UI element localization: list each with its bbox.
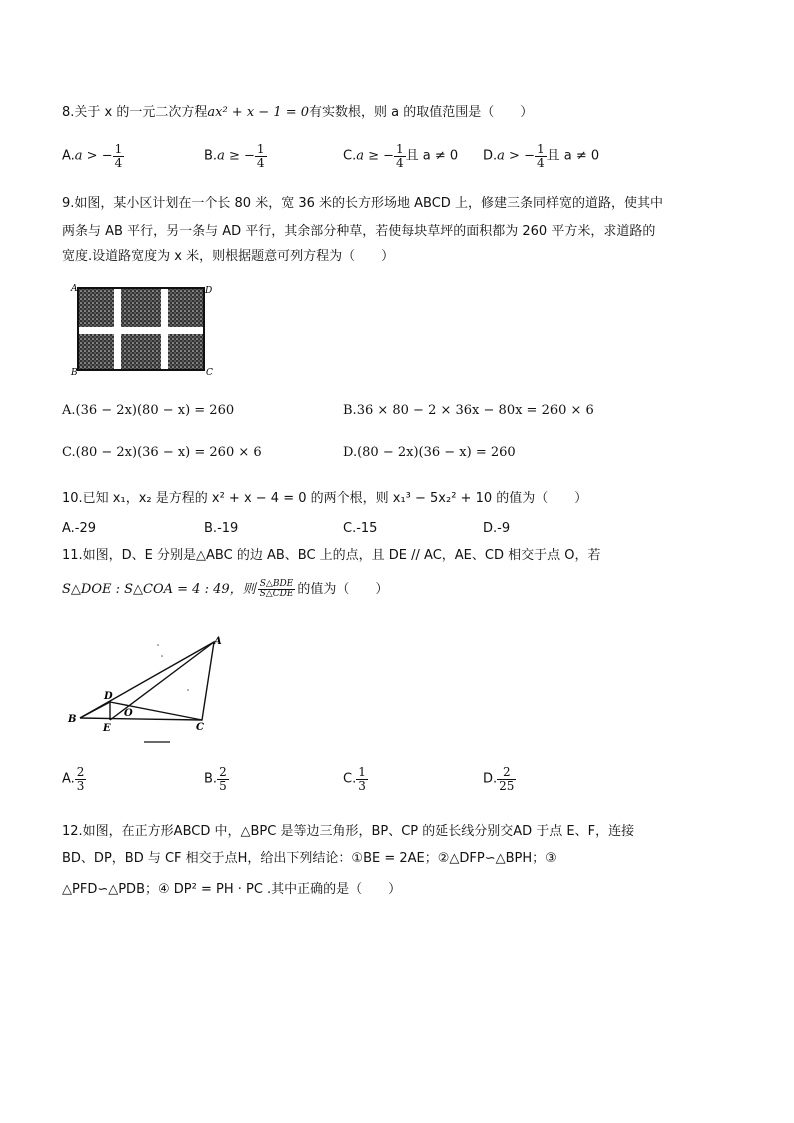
q9-line1: 9.如图，某小区计划在一个长 80 米，宽 36 米的长方形场地 ABCD 上，修建三条同样宽的道路，使其中 xyxy=(62,196,663,211)
q9-figure xyxy=(68,282,218,377)
q10-option-d: D.-9 xyxy=(483,521,511,536)
q9-label-a: A xyxy=(71,284,78,294)
q10-option-a: A.-29 xyxy=(62,521,97,536)
q11-line2-tail: 的值为（ ） xyxy=(297,582,389,597)
q11-ratio-num: S△BDE xyxy=(258,580,296,590)
q10-stem: 10.已知 x₁，x₂ 是方程的 x² + x − 4 = 0 的两个根，则 x₁³ − 5x₂² + 10 的值为（ ） xyxy=(62,491,588,506)
q12-line3: △PFD∽△PDB；④ DP² = PH · PC .其中正确的是（ ） xyxy=(62,882,402,897)
q9-option-c: C.(80 − 2x)(36 − x) = 260 × 6 xyxy=(62,445,262,460)
q11-label-b: B xyxy=(68,714,77,725)
q8-text-before: 关于 x 的一元二次方程 xyxy=(74,105,208,120)
q8-number: 8. xyxy=(62,105,75,120)
q11-label-d: D xyxy=(104,691,113,702)
q9-label-c: C xyxy=(206,368,213,377)
q9-label-d: D xyxy=(205,286,213,296)
q10-option-c: C.-15 xyxy=(343,521,378,536)
q8-option-b: B.a ≥ − $\frac{1}{4}$ xyxy=(204,142,265,170)
q9-option-b: B.36 × 80 − 2 × 36x − 80x = 260 × 6 xyxy=(343,403,594,418)
q11-line2 xyxy=(62,578,388,599)
q11-ratio-den: S△CDE xyxy=(259,589,294,599)
q8-equation: ax² + x − 1 = 0 xyxy=(207,105,310,120)
q11-label-a: A xyxy=(214,636,222,647)
q9-option-a: A.(36 − 2x)(80 − x) = 260 xyxy=(62,403,235,418)
q12-line2: BD、DP，BD 与 CF 相交于点H，给出下列结论：①BE = 2AE；②△DFP∽△BPH；③ xyxy=(62,851,557,866)
q11-line1: 11.如图，D、E 分别是△ABC 的边 AB、BC 上的点，且 DE // AC，AE、CD 相交于点 O，若 xyxy=(62,548,601,563)
q8-option-c: C.a ≥ − $\frac{1}{4}$ 且 a ≠ 0 xyxy=(343,142,459,170)
q8-option-a: A.a > − $\frac{1}{4}$ xyxy=(62,142,123,170)
q8-option-d: D.a > − $\frac{1}{4}$ 且 a ≠ 0 xyxy=(483,142,600,170)
q11-label-o: O xyxy=(124,708,133,719)
q11-option-a: A. $\frac{2}{3}$ xyxy=(62,765,85,793)
q9-line3: 宽度.设道路宽度为 x 米，则根据题意可列方程为（ ） xyxy=(62,249,395,264)
q12-line1: 12.如图，在正方形ABCD 中，△BPC 是等边三角形，BP、CP 的延长线分别交AD 于点 E、F，连接 xyxy=(62,824,635,839)
q9-label-b: B xyxy=(71,368,78,377)
q11-option-b: B. $\frac{2}{5}$ xyxy=(204,765,227,793)
q11-figure xyxy=(66,630,236,750)
q11-option-d: D. $\frac{2}{25}$ xyxy=(483,765,515,793)
q8-text-after: 有实数根，则 a 的取值范围是（ ） xyxy=(309,105,534,120)
q9-option-d: D.(80 − 2x)(36 − x) = 260 xyxy=(343,445,516,460)
q11-option-c: C. $\frac{1}{3}$ xyxy=(343,765,366,793)
q11-label-e: E xyxy=(103,723,111,734)
q11-label-c: C xyxy=(196,722,204,733)
q11-area-ratio: S△DOE : S△COA = 4 : 49，则 xyxy=(62,582,256,597)
q10-option-b: B.-19 xyxy=(204,521,239,536)
q8-stem xyxy=(62,101,533,120)
q9-line2: 两条与 AB 平行，另一条与 AD 平行，其余部分种草，若使每块草坪的面积都为 260 平方米，求道路的 xyxy=(62,224,656,239)
